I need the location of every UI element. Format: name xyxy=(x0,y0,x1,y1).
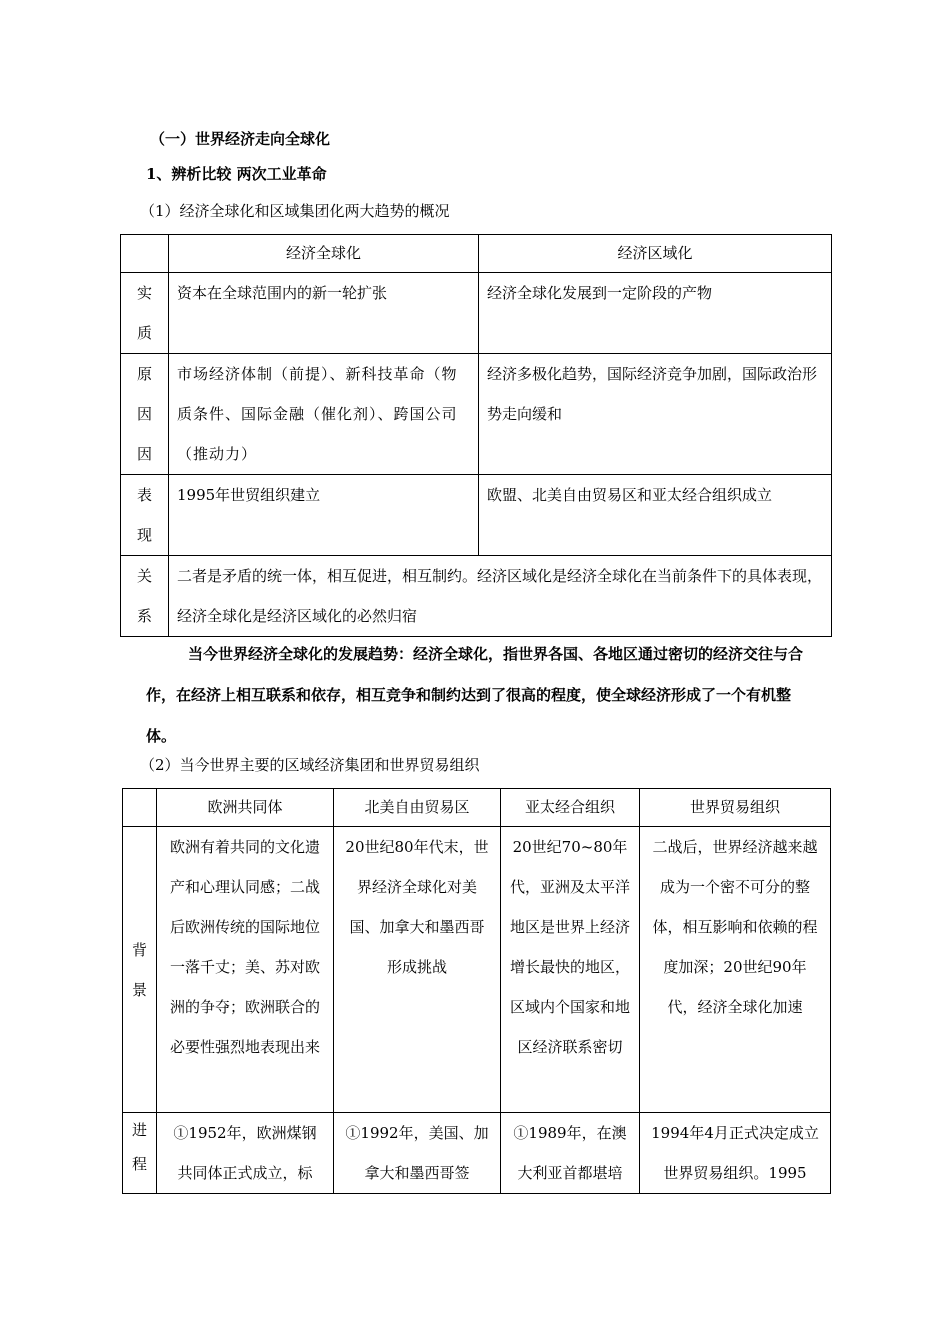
table1-caption: （1）经济全球化和区域集团化两大趋势的概况 xyxy=(140,202,450,220)
cell-background-wto: 二战后，世界经济越来越成为一个密不可分的整体，相互影响和依赖的程度加深；20世纪90年代，经济全球化加速 xyxy=(640,827,831,1113)
globalization-trend-paragraph: 当今世界经济全球化的发展趋势：经济全球化，指世界各国、各地区通过密切的经济交往与合作，在经济上相互联系和依存，相互竞争和制约达到了很高的程度，使全球经济形成了一个有机整体。 xyxy=(146,645,804,745)
section-heading: （一）世界经济走向全球化 xyxy=(150,130,331,148)
cell-process-nafta: ①1992年，美国、加拿大和墨西哥签 xyxy=(334,1113,501,1194)
cell-process-ec: ①1952年，欧洲煤钢共同体正式成立，标 xyxy=(157,1113,334,1194)
row-label-essence: 实 质 xyxy=(121,273,169,354)
row-label-background: 背 景 xyxy=(123,827,157,1113)
cell-manifestation-global: 1995年世贸组织建立 xyxy=(169,475,479,556)
row-label-cause: 原 因 因 xyxy=(121,354,169,475)
row-label-manifestation: 表 现 xyxy=(121,475,169,556)
table1-header-blank xyxy=(121,235,169,273)
cell-background-nafta: 20世纪80年代末，世界经济全球化对美国、加拿大和墨西哥形成挑战 xyxy=(334,827,501,1113)
cell-essence-regional: 经济全球化发展到一定阶段的产物 xyxy=(479,273,832,354)
table2-header-wto: 世界贸易组织 xyxy=(640,789,831,827)
table2-header-blank xyxy=(123,789,157,827)
cell-process-apec: ①1989年，在澳大利亚首都堪培 xyxy=(501,1113,640,1194)
row-label-relation: 关 系 xyxy=(121,556,169,637)
cell-background-ec: 欧洲有着共同的文化遗产和心理认同感；二战后欧洲传统的国际地位一落千丈；美、苏对欧洲的争夺；欧洲联合的必要性强烈地表现出来 xyxy=(157,827,334,1113)
cell-relation: 二者是矛盾的统一体，相互促进，相互制约。经济区域化是经济全球化在当前条件下的具体表现，经济全球化是经济区域化的必然归宿 xyxy=(169,556,832,637)
cell-process-wto: 1994年4月正式决定成立世界贸易组织。1995 xyxy=(640,1113,831,1194)
table1-header-globalization: 经济全球化 xyxy=(169,235,479,273)
table1-header-regionalization: 经济区域化 xyxy=(479,235,832,273)
subsection-heading: 1、辨析比较 两次工业革命 xyxy=(146,165,327,183)
cell-cause-global: 市场经济体制（前提）、新科技革命（物质条件、国际金融（催化剂）、跨国公司（推动力） xyxy=(169,354,479,475)
cell-manifestation-regional: 欧盟、北美自由贸易区和亚太经合组织成立 xyxy=(479,475,832,556)
cell-background-apec: 20世纪70~80年代，亚洲及太平洋地区是世界上经济增长最快的地区，区域内个国家和地区经济联系密切 xyxy=(501,827,640,1113)
cell-cause-regional: 经济多极化趋势，国际经济竞争加剧，国际政治形势走向缓和 xyxy=(479,354,832,475)
table2-caption: （2）当今世界主要的区域经济集团和世界贸易组织 xyxy=(140,756,480,774)
economic-organizations-table xyxy=(122,788,831,1194)
table2-header-nafta: 北美自由贸易区 xyxy=(334,789,501,827)
row-label-process: 进 程 xyxy=(123,1113,157,1194)
table2-header-apec: 亚太经合组织 xyxy=(501,789,640,827)
cell-essence-global: 资本在全球范围内的新一轮扩张 xyxy=(169,273,479,354)
globalization-table xyxy=(120,234,832,637)
table2-header-ec: 欧洲共同体 xyxy=(157,789,334,827)
